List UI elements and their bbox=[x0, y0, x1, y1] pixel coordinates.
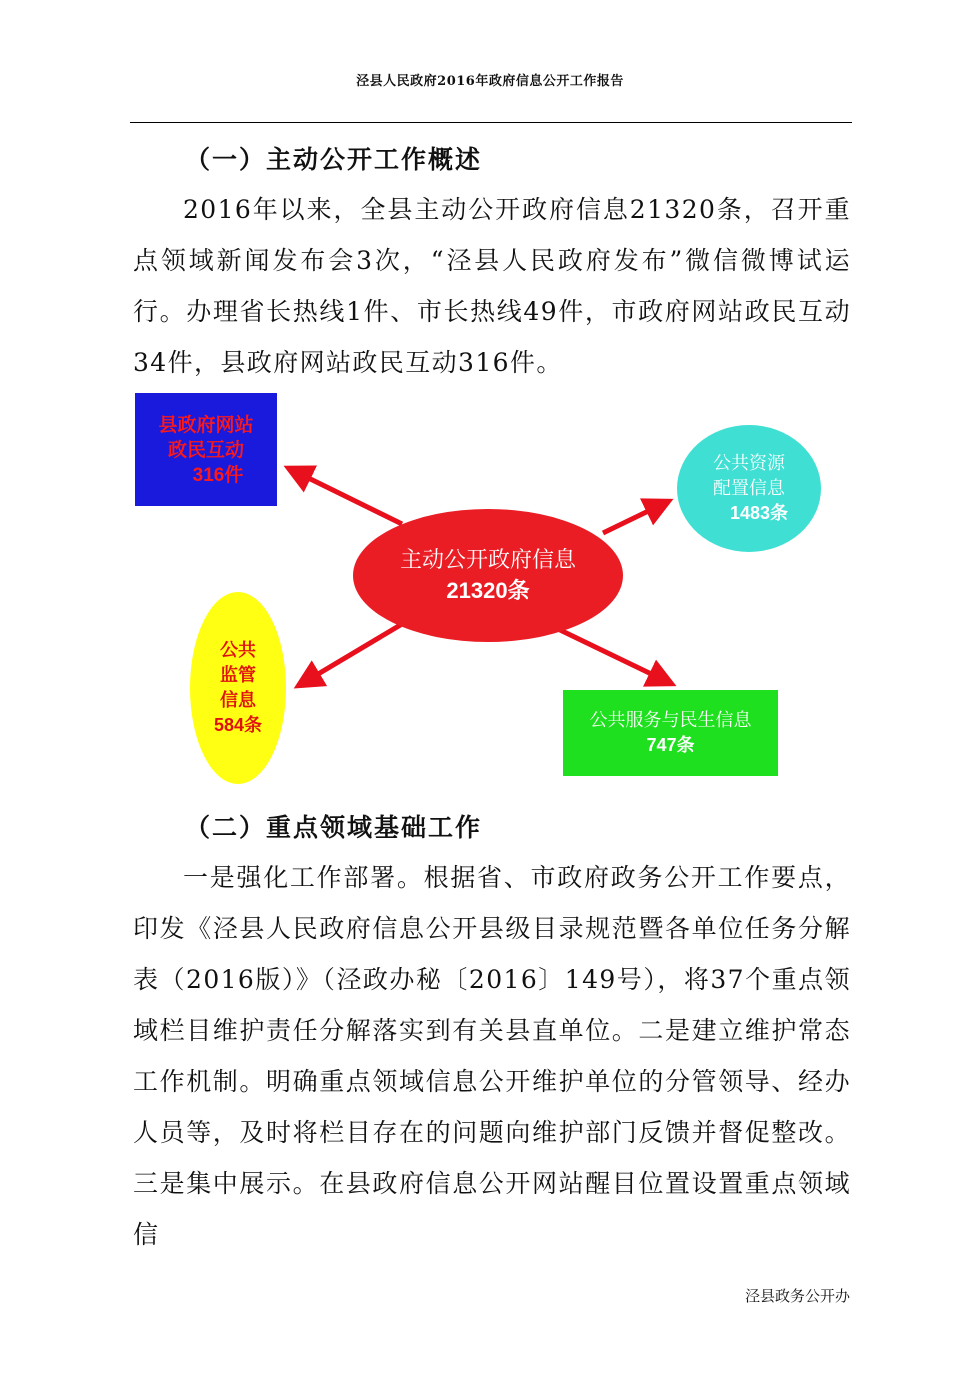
node-tl-line2: 政民互动 bbox=[167, 439, 244, 461]
node-tr-line2: 配置信息 bbox=[713, 478, 785, 499]
node-center-line1: 主动公开政府信息 bbox=[399, 547, 576, 573]
node-center-count: 21320条 bbox=[446, 577, 530, 603]
node-tl-line1: 县政府网站 bbox=[158, 414, 254, 436]
node-county-website-interaction bbox=[135, 393, 277, 506]
section2-paragraph: 一是强化工作部署。根据省、市政府政务公开工作要点，印发《泾县人民政府信息公开县级目录规范暨各单位任务分解表（2016版）》（泾政办秘〔2016〕149号），将37个重点领域栏目维护责任分解落实到有关县直单位。二是建立维护常态工作机制。明确重点领域信息公开维护单位的分管领导、经办人员等，及时将栏目存在的问题向维护部门反馈并督促整改。三是集中展示。在县政府信息公开网站醒目位置设置重点领域信 bbox=[133, 863, 851, 1249]
node-public-service-info bbox=[563, 690, 778, 776]
section2-heading: （二）重点领域基础工作 bbox=[185, 813, 483, 842]
arrow-to-bottom-left bbox=[298, 624, 402, 686]
node-proactive-disclosure-total bbox=[353, 509, 623, 642]
section1-paragraph: 2016年以来，全县主动公开政府信息21320条，召开重点领域新闻发布会3次，“泾县人民政府发布”微信微博试运行。办理省长热线1件、市长热线49件，市政府网站政民互动34件，县政府网站政民互动316件。 bbox=[133, 195, 851, 377]
node-tl-count: 316件 bbox=[192, 465, 244, 486]
arrow-to-bottom-right bbox=[558, 629, 672, 684]
arrow-to-top-left bbox=[288, 468, 402, 524]
node-bl-line3: 信息 bbox=[220, 690, 256, 711]
arrow-to-top-right bbox=[603, 501, 669, 533]
node-br-line1: 公共服务与民生信息 bbox=[589, 710, 752, 731]
node-tr-count: 1483条 bbox=[729, 503, 789, 523]
header-divider bbox=[130, 122, 852, 123]
footer-office-name: 泾县政务公开办 bbox=[744, 1287, 850, 1305]
node-public-supervision-info bbox=[190, 592, 286, 784]
node-br-count: 747条 bbox=[646, 735, 695, 755]
node-tr-line1: 公共资源 bbox=[713, 453, 785, 474]
section1-heading: （一）主动公开工作概述 bbox=[185, 145, 483, 174]
report-header-title: 泾县人民政府2016年政府信息公开工作报告 bbox=[356, 74, 624, 89]
node-public-resource-info bbox=[677, 425, 821, 552]
node-bl-line1: 公共 bbox=[220, 640, 256, 661]
node-bl-line2: 监管 bbox=[220, 665, 256, 686]
node-bl-count: 584条 bbox=[213, 715, 263, 735]
